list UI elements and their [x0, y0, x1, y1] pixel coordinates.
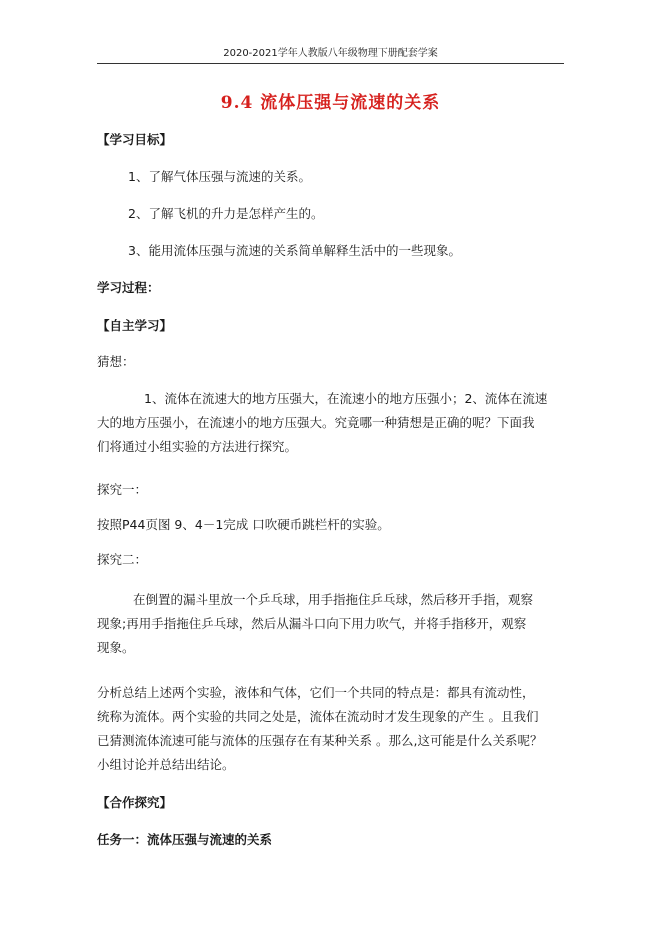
page-title: 9.4 流体压强与流速的关系: [220, 93, 441, 113]
self-study-heading: 【自主学习】: [97, 318, 173, 333]
guess-label: 猜想：: [97, 354, 135, 369]
explore1-text: 按照P44页图 9、4－1完成 口吹硬币跳栏杆的实验。: [97, 517, 390, 532]
guess-line-2: 大的地方压强小，在流速小的地方压强大。究竟哪一种猜想是正确的呢？下面我: [97, 415, 535, 430]
explore2-line-2: 现象;再用手指拖住乒乓球，然后从漏斗口向下用力吹气，并将手指移开，观察: [97, 616, 527, 631]
explore2-label: 探究二：: [97, 552, 148, 567]
explore2-line-3: 现象。: [97, 640, 135, 655]
guess-paragraph: [97, 387, 547, 459]
page-header: 2020-2021学年人教版八年级物理下册配套学案: [97, 48, 564, 64]
guess-line-3: 们将通过小组实验的方法进行探究。: [97, 439, 298, 454]
analysis-line-1: 分析总结上述两个实验，液体和气体，它们一个共同的特点是：都具有流动性，: [97, 685, 535, 700]
analysis-paragraph: [97, 681, 542, 777]
coop-heading: 【合作探究】: [97, 795, 173, 810]
goal-item-2: 2、了解飞机的升力是怎样产生的。: [128, 206, 324, 221]
guess-line-1: 1、流体在流速大的地方压强大，在流速小的地方压强小；2、流体在流速: [144, 391, 548, 406]
goals-heading: 【学习目标】: [97, 132, 173, 147]
analysis-line-3: 已猜测流体流速可能与流体的压强存在有某种关系 。那么,这可能是什么关系呢？: [97, 733, 543, 748]
explore2-paragraph: [97, 588, 533, 660]
explore1-label: 探究一：: [97, 482, 148, 497]
task1-heading: 任务一：流体压强与流速的关系: [97, 832, 273, 847]
analysis-line-2: 统称为流体。两个实验的共同之处是，流体在流动时才发生现象的产生 。且我们: [97, 709, 539, 724]
explore2-line-1: 在倒置的漏斗里放一个乒乓球，用手指拖住乒乓球，然后移开手指，观察: [133, 592, 534, 607]
process-heading: 学习过程：: [97, 280, 160, 295]
goal-item-3: 3、能用流体压强与流速的关系简单解释生活中的一些现象。: [128, 243, 461, 258]
analysis-line-4: 小组讨论并总结出结论。: [97, 757, 235, 772]
goal-item-1: 1、了解气体压强与流速的关系。: [128, 169, 311, 184]
